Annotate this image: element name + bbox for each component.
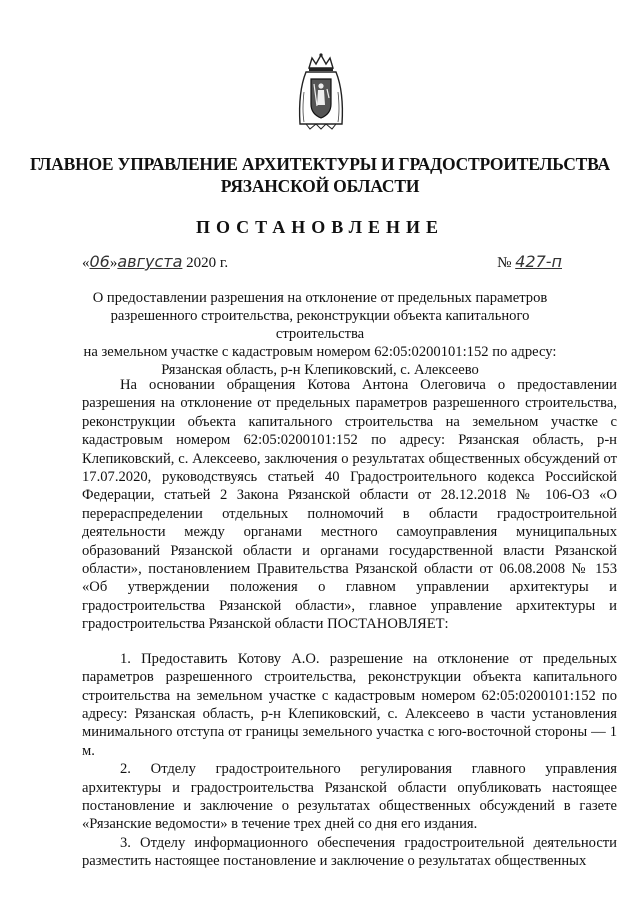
item-3-paragraph: 3. Отделу информационного обеспечения градостроительной деятельности разместить настоящее постановление и заключение о результатах общественных <box>82 834 617 870</box>
date-number-line <box>82 252 562 276</box>
date-day: 06 <box>89 252 110 271</box>
document-type-title: ПОСТАНОВЛЕНИЕ <box>195 217 445 237</box>
document-body <box>82 376 617 871</box>
document-number-value: 427-п <box>515 252 562 271</box>
document-subject <box>70 289 570 379</box>
subject-line: разрешенного строительства, реконструкции объекта капитального строительства <box>110 308 530 342</box>
document-date: «06»августа 2020 г. <box>82 252 229 271</box>
item-2-paragraph: 2. Отделу градостроительного регулирования главного управления архитектуры и градостроительства Рязанской области опубликовать настоящее постановление и заключение о результатах общественных обсуждений в газете «Рязанские ведомости» в течение трех дней со дня его издания. <box>82 761 617 833</box>
organization-name-line1: ГЛАВНОЕ УПРАВЛЕНИЕ АРХИТЕКТУРЫ И ГРАДОСТРОИТЕЛЬСТВА <box>30 154 610 174</box>
date-month: августа <box>117 252 183 271</box>
organization-name-line2: РЯЗАНСКОЙ ОБЛАСТИ <box>220 176 420 196</box>
date-year: 2020 г. <box>186 255 229 271</box>
subject-line: на земельном участке с кадастровым номером 62:05:0200101:152 по адресу: <box>83 344 557 360</box>
document-number: № 427-п <box>497 252 562 271</box>
preamble-paragraph: На основании обращения Котова Антона Олеговича о предоставлении разрешения на отклонение от предельных параметров разрешенного строительства, реконструкции объекта капитального строительства на земельном участке с кадастровым номером 62:05:0200101:152 по адресу: Рязанская область, р-н Клепиковский, с. Алексеево, заключения о результатах общественных обсуждений от 17.07.2020, руководствуясь статьей 40 Градостроительного кодекса Российской Федерации, статьей 2 Закона Рязанской области от 28.12.2018 № 106-ОЗ «О перераспределении отдельных полномочий в области градостроительной деятельности между органами местного самоуправления муниципальных образований Рязанской области и органами государственной власти Рязанской области», постановлением Правительства Рязанской области от 06.08.2008 № 153 «Об утверждении положения о главном управлении архитектуры и градостроительства Рязанской области», главное управление архитектуры и градостроительства Рязанской области ПОСТАНОВЛЯЕТ: <box>82 377 617 633</box>
subject-line: О предоставлении разрешения на отклонение от предельных параметров <box>92 290 548 306</box>
subject-line: Рязанская область, р-н Клепиковский, с. Алексеево <box>161 362 479 378</box>
coat-of-arms-icon <box>296 52 346 130</box>
item-1-paragraph: 1. Предоставить Котову А.О. разрешение на отклонение от предельных параметров разрешенного строительства, реконструкции объекта капитального строительства на земельном участке с кадастровым номером 62:05:0200101:152 по адресу: Рязанская область, р-н Клепиковский, с. Алексеево в части установления минимального отступа от границы земельного участка с юго-восточной стороны — 1 м. <box>82 650 617 759</box>
